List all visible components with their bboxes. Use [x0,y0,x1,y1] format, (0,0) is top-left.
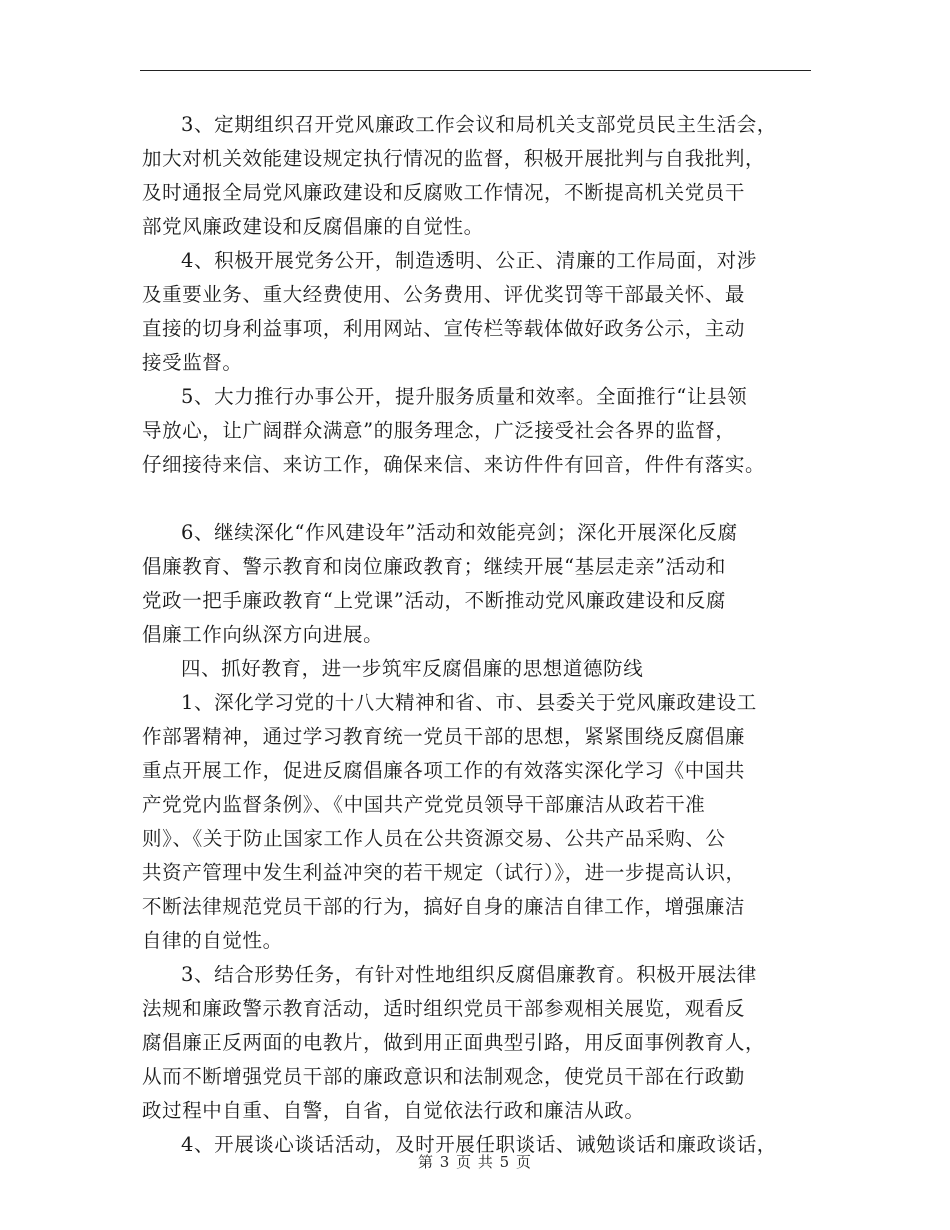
paragraph [142,958,814,1128]
paragraph [142,244,814,380]
text-line: 6、继续深化“作风建设年”活动和效能亮剑；深化开展深化反腐 [181,521,738,544]
text-line: 接受监督。 [142,351,243,374]
paragraph [142,652,814,686]
text-line: 共资产管理中发生利益冲突的若干规定（试行）》，进一步提高认识， [142,861,746,884]
text-line: 倡廉教育、警示教育和岗位廉政教育；继续开展“基层走亲”活动和 [142,555,726,578]
text-line: 4、积极开展党务公开，制造透明、公正、清廉的工作局面，对涉 [181,249,757,272]
text-line: 政过程中自重、自警，自省，自觉依法行政和廉洁从政。 [142,1099,645,1122]
text-line: 党政一把手廉政教育“上党课”活动，不断推动党风廉政建设和反腐 [142,589,726,612]
text-line: 4、开展谈心谈话活动，及时开展任职谈话、诫勉谈话和廉政谈话， [181,1133,777,1156]
document-body [142,108,814,1162]
text-line: 3、结合形势任务，有针对性地组织反腐倡廉教育。积极开展法律 [181,963,757,986]
paragraph [142,516,814,652]
text-line: 5、大力推行办事公开，提升服务质量和效率。全面推行“让县领 [181,385,748,408]
text-line: 3、定期组织召开党风廉政工作会议和局机关支部党员民主生活会， [181,113,777,136]
text-line: 重点开展工作，促进反腐倡廉各项工作的有效落实深化学习《中国共 [142,759,746,782]
text-line: 腐倡廉正反两面的电教片，做到用正面典型引路，用反面事例教育人， [142,1031,766,1054]
text-line: 仔细接待来信、来访工作，确保来信、来访件件有回音，件件有落实。 [142,453,766,476]
text-line: 导放心，让广阔群众满意”的服务理念，广泛接受社会各界的监督， [142,419,736,442]
text-line: 从而不断增强党员干部的廉政意识和法制观念，使党员干部在行政勤 [142,1065,746,1088]
paragraph [142,108,814,244]
blank-line [142,482,814,516]
text-line: 倡廉工作向纵深方向进展。 [142,623,384,646]
header-rule [140,70,811,71]
text-line: 四、抓好教育，进一步筑牢反腐倡廉的思想道德防线 [181,657,644,680]
text-line: 产党党内监督条例》、《中国共产党党员领导干部廉洁从政若干准 [142,793,706,816]
text-line: 及时通报全局党风廉政建设和反腐败工作情况，不断提高机关党员干 [142,181,746,204]
page-footer: 第 3 页 共 5 页 [418,1153,532,1171]
text-line: 不断法律规范党员干部的行为，搞好自身的廉洁自律工作，增强廉洁 [142,895,746,918]
text-line: 则》、《关于防止国家工作人员在公共资源交易、公共产品采购、公 [142,827,726,850]
text-line: 法规和廉政警示教育活动，适时组织党员干部参观相关展览，观看反 [142,997,746,1020]
text-line: 作部署精神，通过学习教育统一党员干部的思想，紧紧围绕反腐倡廉 [142,725,746,748]
text-line: 直接的切身利益事项，利用网站、宣传栏等载体做好政务公示，主动 [142,317,746,340]
paragraph [142,380,814,482]
text-line: 及重要业务、重大经费使用、公务费用、评优奖罚等干部最关怀、最 [142,283,746,306]
text-line: 部党风廉政建设和反腐倡廉的自觉性。 [142,215,484,238]
text-line: 自律的自觉性。 [142,929,283,952]
text-line: 加大对机关效能建设规定执行情况的监督，积极开展批判与自我批判， [142,147,766,170]
paragraph [142,686,814,958]
text-line: 1、深化学习党的十八大精神和省、市、县委关于党风廉政建设工 [181,691,757,714]
